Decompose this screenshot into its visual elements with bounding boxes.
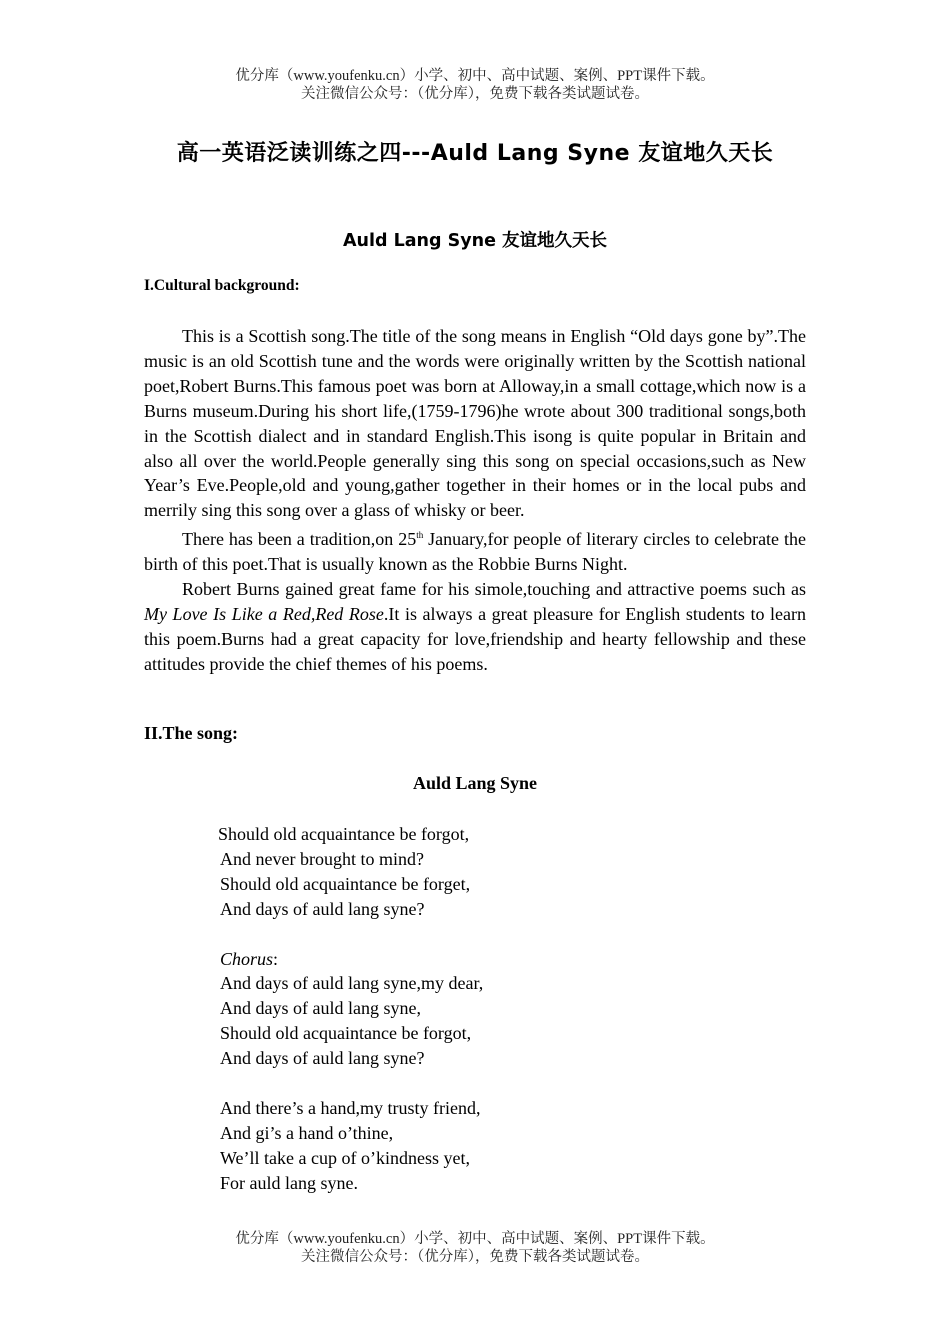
lyric-line: Should old acquaintance be forgot, <box>218 824 470 844</box>
paragraph-2-part-a: There has been a tradition,on 25 <box>182 529 417 550</box>
lyric-line: And never brought to mind? <box>220 848 424 869</box>
header-line-2: 关注微信公众号：（优分库），免费下载各类试题试卷。 <box>301 86 649 102</box>
section-2-heading: II.The song: <box>144 723 239 743</box>
lyric-line: For auld lang syne. <box>220 1172 358 1193</box>
paragraph-3-part-b: .It is always a great pleasure for English students to learn this poem.Burns had a great capacity for love,friendship and hearty fellowship and these attitudes provide the chief themes of his poems. <box>144 603 806 674</box>
paragraph-2-superscript: th <box>416 530 424 541</box>
page-header <box>0 67 950 103</box>
poem-title-italic: My Love Is Like a Red,Red Rose <box>144 603 384 624</box>
lyric-line: And days of auld lang syne, <box>220 998 421 1019</box>
song-lyrics <box>220 822 483 1220</box>
section-1-heading: I.Cultural background: <box>144 277 300 294</box>
lyric-line: And days of auld lang syne,my dear, <box>220 973 484 994</box>
lyric-line: And days of auld lang syne? <box>220 1048 425 1069</box>
paragraph-3 <box>144 577 806 677</box>
footer-line-2: 关注微信公众号：（优分库），免费下载各类试题试卷。 <box>301 1249 649 1265</box>
stanza-3 <box>220 1096 483 1196</box>
chorus-stanza <box>220 947 483 1072</box>
chorus-label-line <box>220 947 483 972</box>
page-footer <box>0 1230 950 1266</box>
chorus-colon: : <box>273 948 279 969</box>
header-line-1: 优分库（www.youfenku.cn）小学、初中、高中试题、案例、PPT课件下载。 <box>235 68 715 84</box>
lyric-line: And there’s a hand,my trusty friend, <box>220 1097 481 1118</box>
paragraph-2 <box>144 523 806 577</box>
lyric-line: Should old acquaintance be forget, <box>220 873 471 894</box>
paragraph-1: This is a Scottish song.The title of the song means in English “Old days gone by”.The music is an old Scottish tune and the words were originally written by the Scottish national poet,Robert Burns.This famous poet was born at Alloway,in a small cottage,which now is a Burns museum.During his short life,(1759-1796)he wrote about 300 traditional songs,both in the Scottish dialect and in standard English.This isong is quite popular in Britain and also all over the world.People generally sing this song on special occasions,such as New Year’s Eve.People,old and young,gather together in their homes or in the local pubs and merrily sing this song over a glass of whisky or beer. <box>144 326 806 521</box>
paragraph-3-part-a: Robert Burns gained great fame for his simole,touching and attractive poems such as <box>182 579 806 600</box>
footer-line-1: 优分库（www.youfenku.cn）小学、初中、高中试题、案例、PPT课件下载。 <box>235 1231 715 1247</box>
lyric-line: Should old acquaintance be forgot, <box>220 1023 472 1044</box>
song-title: Auld Lang Syne <box>412 773 538 793</box>
lyric-line: And days of auld lang syne? <box>220 898 425 919</box>
document-title: 高一英语泛读训练之四---Auld Lang Syne 友谊地久天长 <box>176 141 774 166</box>
lyric-line: And gi’s a hand o’thine, <box>220 1122 394 1143</box>
document-subtitle: Auld Lang Syne 友谊地久天长 <box>342 231 608 251</box>
cultural-background-body <box>144 324 806 677</box>
lyric-line: We’ll take a cup of o’kindness yet, <box>220 1147 470 1168</box>
stanza-1 <box>220 822 483 922</box>
chorus-label: Chorus <box>220 948 274 969</box>
paragraph-2-part-b: January,for people of literary circles to celebrate the birth of this poet.That is usually known as the Robbie Burns Night. <box>144 529 806 575</box>
